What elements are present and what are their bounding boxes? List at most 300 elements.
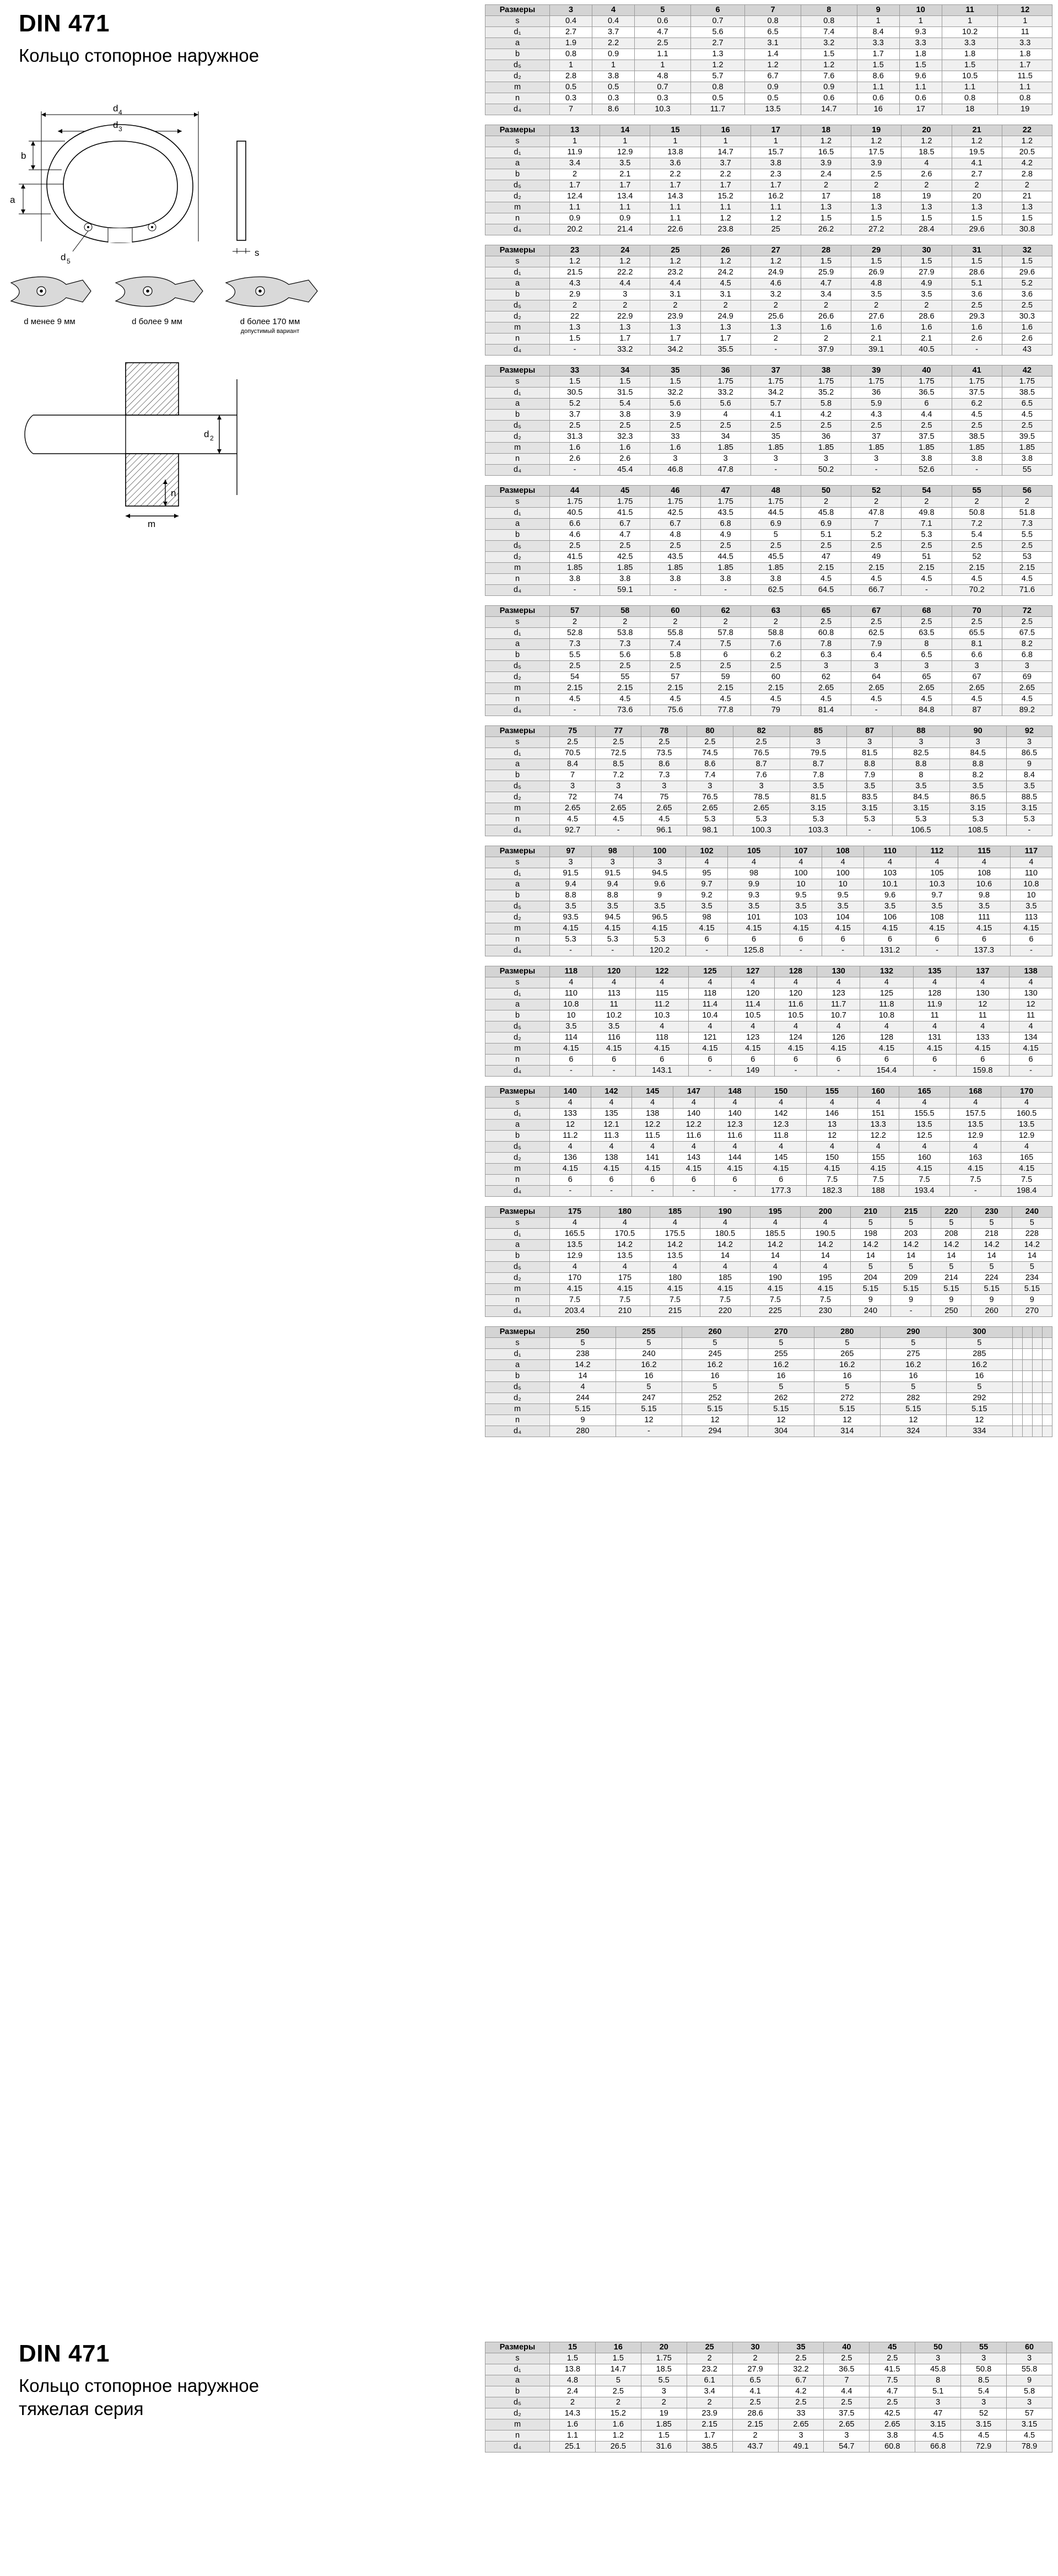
table-row — [485, 1066, 1052, 1077]
table-cell: 20 — [952, 191, 1002, 202]
table-cell: 2.15 — [751, 683, 801, 694]
table-cell: 4.1 — [751, 410, 801, 421]
table-column-header: 6 — [690, 5, 744, 16]
table-row-label: d₄ — [485, 1066, 550, 1077]
table-cell: 17 — [899, 104, 942, 115]
table-row — [485, 1338, 1052, 1349]
table-cell: 2 — [700, 300, 751, 311]
table-row-label: s — [485, 857, 550, 868]
table-cell: 7.9 — [847, 770, 893, 781]
table-cell: 81.5 — [847, 748, 893, 759]
table-row-label: d₄ — [485, 465, 550, 476]
table-cell: - — [550, 585, 600, 596]
table-cell: 2 — [732, 2430, 778, 2441]
table-row-label: a — [485, 38, 550, 49]
table-cell: 16.2 — [946, 1360, 1012, 1371]
table-column-header: 100 — [634, 846, 686, 857]
table-cell: 2.5 — [902, 541, 952, 552]
table-cell: 3.15 — [949, 803, 1006, 814]
table-cell: 37.5 — [902, 432, 952, 443]
table-cell: 5 — [971, 1218, 1012, 1229]
table-cell: 7.2 — [952, 519, 1002, 530]
table-row — [485, 1393, 1052, 1404]
table-cell: 4.5 — [700, 278, 751, 289]
table-cell: 67 — [952, 672, 1002, 683]
table-row-label: d₅ — [485, 1382, 550, 1393]
table-cell: 4 — [731, 977, 774, 988]
table-cell: 2.5 — [600, 541, 650, 552]
table-cell: 7.5 — [800, 1295, 850, 1306]
table-cell: 2.7 — [690, 38, 744, 49]
table-cell: 1.85 — [650, 563, 700, 574]
table-cell: 6.7 — [650, 519, 700, 530]
table-cell: 6.5 — [902, 650, 952, 661]
table-cell: 3 — [851, 661, 902, 672]
table-row — [485, 2386, 1052, 2397]
table-cell: 4 — [550, 1142, 591, 1153]
table-cell: 7 — [851, 519, 902, 530]
table-cell: 4.15 — [1010, 923, 1052, 934]
label-d2: d — [204, 429, 209, 439]
dimension-table — [485, 605, 1052, 716]
table-cell: 44.5 — [751, 508, 801, 519]
table-cell: 3 — [949, 737, 1006, 748]
table-row-label: a — [485, 639, 550, 650]
table-cell: 2.65 — [778, 2419, 824, 2430]
bottom-page-subtitle-2: тяжелая серия — [19, 2398, 144, 2419]
table-row — [485, 1426, 1052, 1437]
table-row — [485, 147, 1052, 158]
table-cell: 4.6 — [751, 278, 801, 289]
table-row — [485, 563, 1052, 574]
table-cell: 1.1 — [550, 202, 600, 213]
table-cell: 4 — [857, 1098, 899, 1109]
table-cell: 12 — [807, 1131, 858, 1142]
table-cell: 11.7 — [817, 999, 860, 1010]
table-cell: 18 — [851, 191, 902, 202]
table-cell: 4 — [817, 1021, 860, 1032]
table-cell: 16 — [857, 104, 899, 115]
table-row — [485, 213, 1052, 224]
table-row — [485, 345, 1052, 356]
table-cell: 16 — [880, 1371, 946, 1382]
table-cell: 11 — [998, 27, 1052, 38]
table-cell: 7.8 — [790, 770, 846, 781]
table-cell: 1.5 — [1002, 256, 1052, 267]
bottom-page-subtitle: Кольцо стопорное наружное — [19, 2375, 260, 2396]
table-cell: 8.8 — [592, 890, 634, 901]
table-cell: 3.8 — [592, 71, 635, 82]
table-cell: 1.1 — [942, 82, 998, 93]
table-cell: 5.8 — [650, 650, 700, 661]
table-cell: 1.1 — [635, 49, 691, 60]
table-cell: 106 — [864, 912, 916, 923]
table-cell: 5.15 — [814, 1404, 880, 1415]
table-cell: 8.5 — [596, 759, 641, 770]
table-row — [485, 770, 1052, 781]
table-cell: 1.5 — [952, 256, 1002, 267]
table-cell: 9.8 — [958, 890, 1011, 901]
table-cell: 58.8 — [751, 628, 801, 639]
table-cell: 0.7 — [690, 16, 744, 27]
table-row — [485, 661, 1052, 672]
table-cell: 4.15 — [817, 1044, 860, 1055]
table-cell — [1012, 1415, 1022, 1426]
table-cell: 1.2 — [851, 136, 902, 147]
table-cell: 2.65 — [824, 2419, 870, 2430]
table-cell: 141 — [632, 1153, 673, 1164]
table-cell: 8.7 — [733, 759, 790, 770]
table-cell: 2.65 — [596, 803, 641, 814]
table-cell: 3.7 — [550, 410, 600, 421]
table-row — [485, 890, 1052, 901]
table-cell: - — [851, 465, 902, 476]
table-column-header: 20 — [641, 2342, 687, 2353]
table-column-header: 210 — [850, 1207, 890, 1218]
table-cell: 3.15 — [893, 803, 949, 814]
table-column-header: 18 — [801, 125, 851, 136]
table-row-label: b — [485, 410, 550, 421]
table-row — [485, 803, 1052, 814]
table-cell: 8.8 — [893, 759, 949, 770]
table-cell: 4 — [600, 1218, 650, 1229]
table-cell: 175.5 — [650, 1229, 700, 1240]
table-cell: 2.5 — [650, 661, 700, 672]
table-column-header: 125 — [689, 966, 732, 977]
table-cell — [1022, 1393, 1032, 1404]
table-cell: 30.5 — [550, 388, 600, 399]
table-row-label: s — [485, 16, 550, 27]
table-cell: 143 — [673, 1153, 715, 1164]
table-cell: - — [714, 1186, 755, 1197]
table-cell: 2 — [550, 300, 600, 311]
table-cell: 1.7 — [998, 60, 1052, 71]
table-cell: 28.4 — [902, 224, 952, 235]
table-cell — [1032, 1371, 1042, 1382]
table-cell: 145 — [755, 1153, 807, 1164]
table-cell: 1.85 — [700, 563, 751, 574]
table-row — [485, 781, 1052, 792]
table-row-label: m — [485, 923, 550, 934]
table-cell: 43.5 — [650, 552, 700, 563]
table-row-header: Размеры — [485, 966, 550, 977]
table-cell: 81.5 — [790, 792, 846, 803]
table-cell: 3.5 — [902, 289, 952, 300]
table-cell: 270 — [1012, 1306, 1052, 1317]
table-cell: 7.5 — [750, 1295, 800, 1306]
table-cell: 4 — [774, 1021, 817, 1032]
table-cell: 6 — [731, 1055, 774, 1066]
table-cell: 55 — [600, 672, 650, 683]
table-cell: 18.5 — [902, 147, 952, 158]
table-cell: 74 — [596, 792, 641, 803]
table-cell: 84.5 — [893, 792, 949, 803]
table-cell: 37.5 — [952, 388, 1002, 399]
table-cell: 1.7 — [857, 49, 899, 60]
table-cell: 2 — [751, 300, 801, 311]
table-cell: 0.3 — [550, 93, 592, 104]
table-cell: 4 — [686, 857, 728, 868]
table-cell: 4.15 — [700, 1284, 750, 1295]
table-cell: 43.5 — [700, 508, 751, 519]
table-row-label: d₁ — [485, 27, 550, 38]
table-cell: 1.3 — [600, 322, 650, 334]
table-cell: - — [1010, 1066, 1052, 1077]
table-cell: 6.2 — [952, 399, 1002, 410]
table-cell: 2.5 — [824, 2353, 870, 2364]
table-cell: 180.5 — [700, 1229, 750, 1240]
table-cell: 2.5 — [550, 737, 596, 748]
table-cell: 4.8 — [851, 278, 902, 289]
table-cell: 3.8 — [600, 574, 650, 585]
table-cell: 134 — [1010, 1032, 1052, 1044]
table-row-label: d₂ — [485, 1393, 550, 1404]
table-cell: 2 — [801, 180, 851, 191]
table-cell: 70.2 — [952, 585, 1002, 596]
table-cell: 1.5 — [801, 49, 857, 60]
table-cell: - — [822, 945, 864, 956]
table-row — [485, 1175, 1052, 1186]
table-row-label: s — [485, 377, 550, 388]
table-cell: 1.1 — [650, 202, 700, 213]
table-cell: 282 — [880, 1393, 946, 1404]
table-cell: 260 — [971, 1306, 1012, 1317]
table-cell: - — [686, 945, 728, 956]
table-cell: 54.7 — [824, 2441, 870, 2453]
table-cell: 71.6 — [1002, 585, 1052, 596]
table-cell: 225 — [750, 1306, 800, 1317]
table-cell: 3.8 — [952, 454, 1002, 465]
table-cell: 120 — [731, 988, 774, 999]
table-column-header: 25 — [650, 245, 700, 256]
table-row — [485, 267, 1052, 278]
table-cell: 1.5 — [650, 377, 700, 388]
table-cell: 86.5 — [1006, 748, 1052, 759]
table-cell: 4.15 — [755, 1164, 807, 1175]
table-cell: 4 — [700, 1218, 750, 1229]
table-cell: 3.7 — [700, 158, 751, 169]
table-row — [485, 792, 1052, 803]
table-cell: 23.8 — [700, 224, 751, 235]
table-cell: 1.5 — [1002, 213, 1052, 224]
table-cell: 3 — [592, 857, 634, 868]
table-cell: 4.5 — [952, 574, 1002, 585]
table-cell: 0.7 — [635, 82, 691, 93]
table-cell: 3 — [847, 737, 893, 748]
table-cell: 2.3 — [751, 169, 801, 180]
table-cell: - — [902, 585, 952, 596]
table-cell: 4.5 — [550, 814, 596, 825]
table-cell: 165.5 — [550, 1229, 600, 1240]
table-cell: 8.5 — [961, 2375, 1007, 2386]
table-cell: 1.1 — [550, 2430, 596, 2441]
table-cell: 7.4 — [801, 27, 857, 38]
table-cell: 11.6 — [714, 1131, 755, 1142]
table-row — [485, 1229, 1052, 1240]
table-cell: 47 — [915, 2408, 961, 2419]
table-cell: 5.4 — [600, 399, 650, 410]
table-cell: 4 — [731, 1021, 774, 1032]
table-cell: 170 — [550, 1273, 600, 1284]
table-cell: 0.4 — [550, 16, 592, 27]
page-subtitle: Кольцо стопорное наружное — [19, 45, 260, 66]
table-row-label: d₅ — [485, 180, 550, 191]
table-cell: 3 — [851, 454, 902, 465]
table-column-header: 40 — [902, 365, 952, 377]
table-cell: 4.9 — [700, 530, 751, 541]
table-column-header: 260 — [682, 1327, 748, 1338]
table-cell: 2.6 — [550, 454, 600, 465]
table-cell: 14 — [971, 1251, 1012, 1262]
table-cell: 2 — [751, 334, 801, 345]
table-cell — [1022, 1338, 1032, 1349]
table-cell: 34.2 — [751, 388, 801, 399]
table-cell: 2.15 — [550, 683, 600, 694]
table-column-header: 11 — [942, 5, 998, 16]
table-row-header: Размеры — [485, 1087, 550, 1098]
table-row-label: b — [485, 1010, 550, 1021]
table-cell: 3 — [824, 2430, 870, 2441]
table-cell: 2.4 — [801, 169, 851, 180]
table-cell: 12 — [748, 1415, 814, 1426]
table-cell: 53.8 — [600, 628, 650, 639]
table-cell: 3.15 — [847, 803, 893, 814]
table-cell: 1.8 — [942, 49, 998, 60]
table-cell: 23.9 — [650, 311, 700, 322]
table-row — [485, 1273, 1052, 1284]
table-cell: 6.5 — [745, 27, 801, 38]
label-d4-sub: 4 — [118, 109, 122, 116]
table-cell: 3.6 — [952, 289, 1002, 300]
table-row-label: a — [485, 2375, 550, 2386]
table-cell: 29.3 — [952, 311, 1002, 322]
table-cell: 3.15 — [961, 2419, 1007, 2430]
table-cell: 95 — [686, 868, 728, 879]
table-cell: 126 — [817, 1032, 860, 1044]
table-cell: 14.2 — [600, 1240, 650, 1251]
table-cell: 2.5 — [851, 541, 902, 552]
dimension-table — [485, 846, 1052, 956]
table-cell: 208 — [931, 1229, 971, 1240]
table-cell: 50.2 — [801, 465, 851, 476]
table-cell: 0.9 — [600, 213, 650, 224]
table-row-header: Размеры — [485, 125, 550, 136]
table-cell: 0.6 — [899, 93, 942, 104]
table-cell: 2.15 — [851, 563, 902, 574]
table-cell: 136 — [550, 1153, 591, 1164]
table-cell: 5 — [1012, 1262, 1052, 1273]
table-cell: 2 — [851, 497, 902, 508]
table-row — [485, 2441, 1052, 2453]
table-cell: 4 — [673, 1142, 715, 1153]
table-cell: 5.3 — [687, 814, 733, 825]
table-column-header: 56 — [1002, 486, 1052, 497]
table-cell: 11.5 — [632, 1131, 673, 1142]
table-column-header: 255 — [616, 1327, 682, 1338]
table-cell: 3 — [893, 737, 949, 748]
table-cell: 1 — [899, 16, 942, 27]
table-cell: 18.5 — [641, 2364, 687, 2375]
table-cell: 9.5 — [780, 890, 822, 901]
table-cell: 1 — [857, 16, 899, 27]
table-cell: 0.3 — [635, 93, 691, 104]
table-cell: 6.4 — [851, 650, 902, 661]
table-cell: 6 — [774, 1055, 817, 1066]
table-cell: 2.15 — [1002, 563, 1052, 574]
table-cell: 5.3 — [902, 530, 952, 541]
table-cell: 32.2 — [778, 2364, 824, 2375]
table-cell: 7.2 — [596, 770, 641, 781]
table-cell: 133 — [956, 1032, 1010, 1044]
table-cell: 4.15 — [916, 923, 958, 934]
table-cell: 25 — [751, 224, 801, 235]
table-cell: 100 — [822, 868, 864, 879]
table-cell: 75 — [641, 792, 687, 803]
table-cell: 2.65 — [733, 803, 790, 814]
table-cell: 6 — [780, 934, 822, 945]
table-cell: 4.15 — [714, 1164, 755, 1175]
table-cell: 285 — [946, 1349, 1012, 1360]
table-cell: 3.8 — [700, 574, 751, 585]
table-column-header: 37 — [751, 365, 801, 377]
table-cell: 9 — [1012, 1295, 1052, 1306]
table-row-label: d₂ — [485, 672, 550, 683]
table-cell: 16 — [814, 1371, 880, 1382]
table-row-label: b — [485, 1251, 550, 1262]
table-row-header: Размеры — [485, 245, 550, 256]
table-column-header — [1012, 1327, 1022, 1338]
table-cell: 4.5 — [596, 814, 641, 825]
table-column-header: 38 — [801, 365, 851, 377]
table-cell — [1042, 1415, 1052, 1426]
table-cell: 3.5 — [949, 781, 1006, 792]
table-cell: 155.5 — [899, 1109, 950, 1120]
table-cell: 14 — [931, 1251, 971, 1262]
table-cell: 4.15 — [689, 1044, 732, 1055]
table-column-header: 108 — [822, 846, 864, 857]
table-cell: 130 — [956, 988, 1010, 999]
table-cell: 0.8 — [745, 16, 801, 27]
table-cell: 170.5 — [600, 1229, 650, 1240]
table-cell — [1032, 1426, 1042, 1437]
table-cell: 9.4 — [592, 879, 634, 890]
table-cell: 4 — [800, 1218, 850, 1229]
table-column-header: 21 — [952, 125, 1002, 136]
table-cell: - — [550, 1186, 591, 1197]
table-cell — [1032, 1338, 1042, 1349]
table-cell: 49.8 — [902, 508, 952, 519]
table-cell: - — [913, 1066, 956, 1077]
table-cell: 2.5 — [700, 421, 751, 432]
table-cell: - — [632, 1186, 673, 1197]
table-cell: 3 — [1006, 737, 1052, 748]
table-row-label: d₂ — [485, 432, 550, 443]
table-cell: 1.2 — [952, 136, 1002, 147]
table-cell: 10.4 — [689, 1010, 732, 1021]
table-cell: 3 — [641, 2386, 687, 2397]
table-cell: 4.15 — [857, 1164, 899, 1175]
table-cell: 1.7 — [700, 180, 751, 191]
table-row — [485, 465, 1052, 476]
table-row-label: d₂ — [485, 552, 550, 563]
table-cell: 1.3 — [550, 322, 600, 334]
table-cell: 12.5 — [899, 1131, 950, 1142]
table-cell: 13.5 — [600, 1251, 650, 1262]
table-cell: 180 — [650, 1273, 700, 1284]
table-cell: 135 — [591, 1109, 632, 1120]
table-column-header: 29 — [851, 245, 902, 256]
table-row — [485, 2364, 1052, 2375]
